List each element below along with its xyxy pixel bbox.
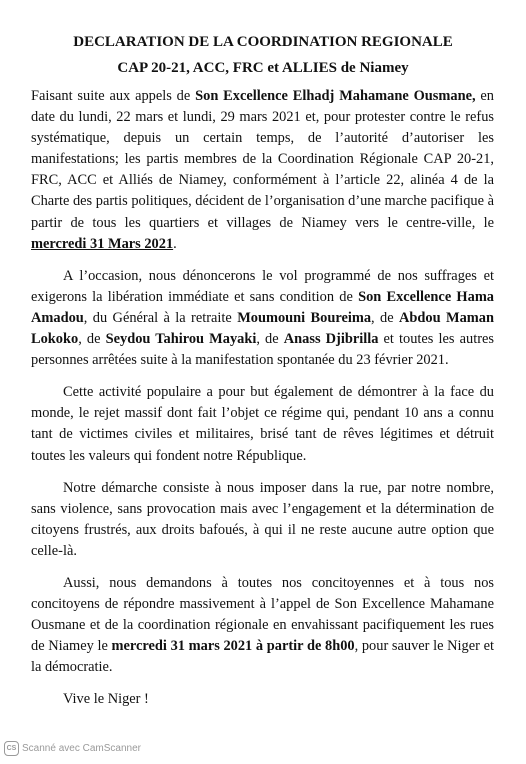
p1-bold-date: mercredi 31 Mars 2021 xyxy=(31,235,174,252)
p2-text-6: et toutes les autres personnes arrêtées suite à la manifestation spontanée du 23 février 2021. xyxy=(31,331,494,369)
p2-bold-3: Abdou Maman Lokoko xyxy=(31,309,494,348)
scanner-watermark xyxy=(4,741,141,756)
p2-bold-5: Anass Djibrilla xyxy=(283,331,379,348)
paragraph-1 xyxy=(31,86,494,255)
paragraph-3: Cette activité populaire a pour but également de démontrer à la face du monde, le rejet massif dont fait l’objet ce régime qui, pendant 10 ans a connu tant de victimes civiles et militaires, brisé tant de rêves légitimes et détruit toutes les valeurs qui fondent notre République. xyxy=(31,384,494,464)
p1-bold-1: Son Excellence Elhadj Mahamane Ousmane, xyxy=(195,88,476,104)
p5-bold-1: mercredi 31 mars 2021 à partir de 8h00 xyxy=(111,638,355,655)
p1-text-1: Faisant suite aux appels de xyxy=(31,88,196,104)
paragraph-5 xyxy=(31,573,494,678)
p2-bold-1: Son Excellence Hama Amadou xyxy=(31,288,494,326)
p2-text-3: , de xyxy=(371,309,400,326)
scanner-watermark-label: Scanné avec CamScanner xyxy=(22,743,141,754)
p5-text-2: , pour sauver le Niger et la démocratie. xyxy=(31,638,494,676)
paragraph-2 xyxy=(31,266,494,371)
p2-bold-4: Seydou Tahirou Mayaki xyxy=(105,331,257,348)
p2-text-1: A l’occasion, nous dénoncerons le vol programmé de nos suffrages et exigerons la libération immédiate et sans condition de xyxy=(31,267,494,305)
paragraph-4: Notre démarche consiste à nous imposer dans la rue, par notre nombre, sans violence, sans provocation mais avec l’engagement et la détermination de citoyens frustrés, aux droits bafoués, à qui il ne reste aucune autre option que celle-là. xyxy=(31,479,494,559)
document-title-line2: CAP 20-21, ACC, FRC et ALLIES de Niamey xyxy=(117,60,409,76)
p2-text-2: , du Général à la retraite xyxy=(83,309,238,326)
paragraph-6-closing: Vive le Niger ! xyxy=(63,691,149,708)
declaration-body xyxy=(31,86,494,722)
document-title-line1: DECLARATION DE LA COORDINATION REGIONALE xyxy=(73,34,453,50)
camscanner-icon: CS xyxy=(4,741,19,756)
p2-text-4: , de xyxy=(78,331,106,348)
p1-text-2: en date du lundi, 22 mars et lundi, 29 mars 2021 et, pour protester contre le refus systématique, depuis un certain temps, de l’autorité d’autoriser les manifestations; les partis membres de la Coordination Régionale CAP 20-21, FRC, ACC et Alliés de Niamey, conformément à l’article 22, alinéa 4 de la Charte des partis politiques, décident de l’organisation d’une marche pacifique à partir de tous les quartiers et villages de Niamey vers le centre-ville, le xyxy=(31,88,494,231)
p5-text-1: Aussi, nous demandons à toutes nos concitoyennes et à tous nos concitoyens de répondre massivement à l’appel de Son Excellence Mahamane Ousmane et de la coordination régionale en envahissant pacifiquement les rues de Niamey le xyxy=(31,574,494,655)
p2-bold-2: Moumouni Boureima xyxy=(237,309,372,326)
p1-text-3: . xyxy=(173,235,177,252)
p2-text-5: , de xyxy=(256,331,284,348)
